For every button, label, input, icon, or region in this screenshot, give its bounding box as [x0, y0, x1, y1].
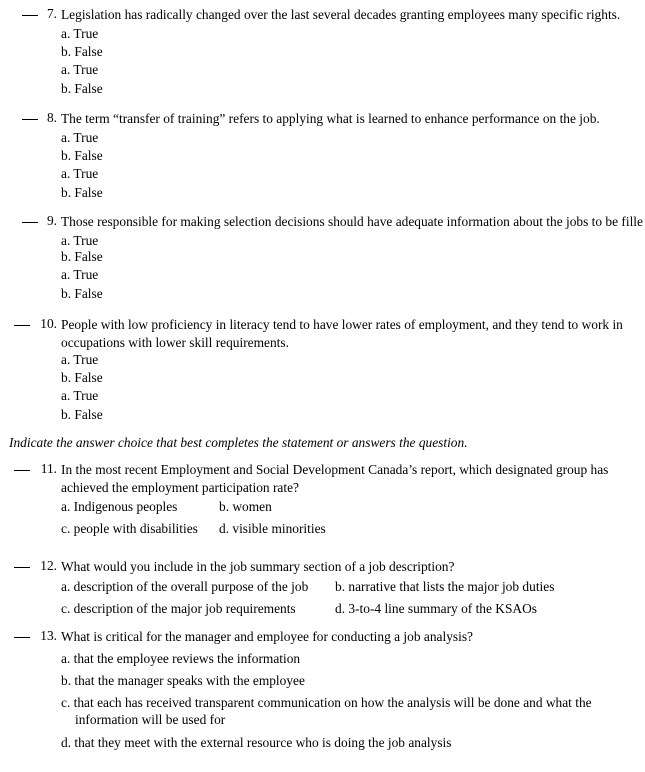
option[interactable]: d. that they meet with the external resource who is doing the job analysis	[61, 735, 452, 750]
option[interactable]: d. 3-to-4 line summary of the KSAOs	[335, 601, 537, 616]
answer-blank[interactable]	[14, 567, 30, 568]
option[interactable]: a. True	[61, 26, 99, 41]
option[interactable]: b. False	[61, 81, 103, 96]
answer-blank[interactable]	[22, 15, 38, 16]
option[interactable]: b. women	[219, 499, 272, 514]
option[interactable]: c. people with disabilities	[61, 521, 198, 536]
option[interactable]: a. True	[61, 166, 99, 181]
question-stem: The term “transfer of training” refers to applying what is learned to enhance performance on the job.	[61, 111, 600, 126]
option[interactable]: a. True	[61, 352, 99, 367]
option[interactable]: b. False	[61, 44, 103, 59]
option[interactable]: b. that the manager speaks with the employee	[61, 673, 305, 688]
answer-blank[interactable]	[22, 222, 38, 223]
option[interactable]: a. True	[61, 130, 99, 145]
question-number: 12.	[40, 558, 57, 573]
option[interactable]: a. that the employee reviews the information	[61, 651, 301, 666]
option[interactable]: c. description of the major job requirements	[61, 601, 296, 616]
option[interactable]: c. that each has received transparent communication on how the analysis will be done and what the	[61, 695, 592, 710]
question-stem-line-2: occupations with lower skill requirements.	[61, 335, 289, 350]
question-number: 13.	[40, 628, 57, 643]
option[interactable]: b. False	[61, 286, 103, 301]
option[interactable]: b. False	[61, 185, 103, 200]
question-stem: In the most recent Employment and Social Development Canada’s report, which designated group has	[61, 462, 609, 477]
question-stem-line-2: achieved the employment participation rate?	[61, 480, 299, 495]
option[interactable]: b. narrative that lists the major job duties	[335, 579, 555, 594]
option[interactable]: b. False	[61, 407, 103, 422]
option[interactable]: a. Indigenous peoples	[61, 499, 178, 514]
option[interactable]: a. True	[61, 233, 99, 248]
option[interactable]: a. True	[61, 267, 99, 282]
answer-blank[interactable]	[14, 470, 30, 471]
question-stem: What would you include in the job summary section of a job description?	[61, 559, 455, 574]
section-instruction: Indicate the answer choice that best completes the statement or answers the question.	[9, 435, 468, 450]
question-number: 8.	[46, 110, 57, 125]
question-stem: People with low proficiency in literacy tend to have lower rates of employment, and they tend to work in	[61, 317, 623, 332]
answer-blank[interactable]	[14, 637, 30, 638]
question-number: 9.	[46, 213, 57, 228]
question-number: 11.	[40, 461, 57, 476]
question-number: 7.	[46, 6, 57, 21]
option[interactable]: a. True	[61, 62, 99, 77]
question-stem: What is critical for the manager and employee for conducting a job analysis?	[61, 629, 473, 644]
question-stem: Those responsible for making selection decisions should have adequate information about the jobs to be fille	[61, 214, 643, 229]
option-continuation: information will be used for	[75, 712, 226, 727]
option[interactable]: a. True	[61, 388, 99, 403]
option[interactable]: d. visible minorities	[219, 521, 326, 536]
option[interactable]: a. description of the overall purpose of the job	[61, 579, 309, 594]
question-number: 10.	[40, 316, 57, 331]
option[interactable]: b. False	[61, 249, 103, 264]
option[interactable]: b. False	[61, 148, 103, 163]
option[interactable]: b. False	[61, 370, 103, 385]
answer-blank[interactable]	[14, 325, 30, 326]
question-stem: Legislation has radically changed over the last several decades granting employees many specific rights.	[61, 7, 621, 22]
answer-blank[interactable]	[22, 119, 38, 120]
